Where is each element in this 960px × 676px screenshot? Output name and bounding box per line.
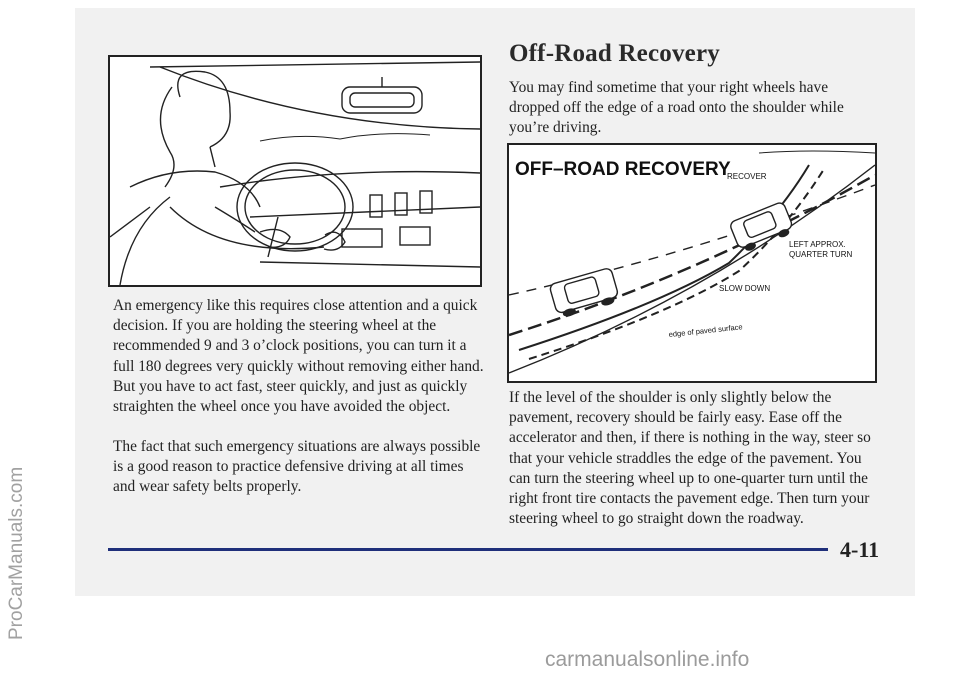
watermark-carmanualsonline: carmanualsonline.info bbox=[545, 648, 750, 671]
label-edge-paved: edge of paved surface bbox=[668, 322, 744, 339]
driver-drawing bbox=[110, 57, 480, 285]
paragraph-defensive-driving: The fact that such emergency situations are always possible is a good reason to practice defensive driving at all times and wear safety belts properly. bbox=[113, 438, 481, 496]
paragraph-recovery-steps: If the level of the shoulder is only slightly below the pavement, recovery should be fairly easy. Ease off the accelerator and then, if there is nothing in the way, steer so that your vehicle straddles the edge of the pavement. You can turn the steering wheel up to one-quarter turn until the right front tire contacts the pavement edge. Then turn your steering wheel to go straight down the roadway. bbox=[509, 389, 871, 528]
paragraph-emergency: An emergency like this requires close attention and a quick decision. If you are holding the steering wheel at the recommended 9 and 3 o’clock positions, you can turn it a full 180 degrees very quickly without removing either hand. But you have to act fast, steer quickly, and just as quickly straighten the wheel once you have avoided the object. bbox=[113, 297, 484, 416]
paragraph-wheels-dropped: You may find sometime that your right wheels have dropped off the edge of a road onto the shoulder while you’re driving. bbox=[509, 79, 844, 137]
off-road-recovery-diagram bbox=[507, 143, 877, 383]
road-drawing bbox=[509, 145, 875, 381]
label-left-approx: LEFT APPROX. bbox=[789, 240, 846, 249]
watermark-procarmanuals: ProCarManuals.com bbox=[6, 466, 27, 640]
label-slow-down: SLOW DOWN bbox=[719, 284, 771, 293]
label-recover: RECOVER bbox=[727, 172, 767, 181]
section-title: Off-Road Recovery bbox=[509, 40, 720, 67]
footer-rule bbox=[108, 548, 828, 551]
diagram-title: OFF–ROAD RECOVERY bbox=[515, 159, 731, 180]
label-quarter-turn: QUARTER TURN bbox=[789, 250, 853, 259]
driver-steering-illustration bbox=[108, 55, 482, 287]
page-number: 4-11 bbox=[840, 537, 880, 562]
